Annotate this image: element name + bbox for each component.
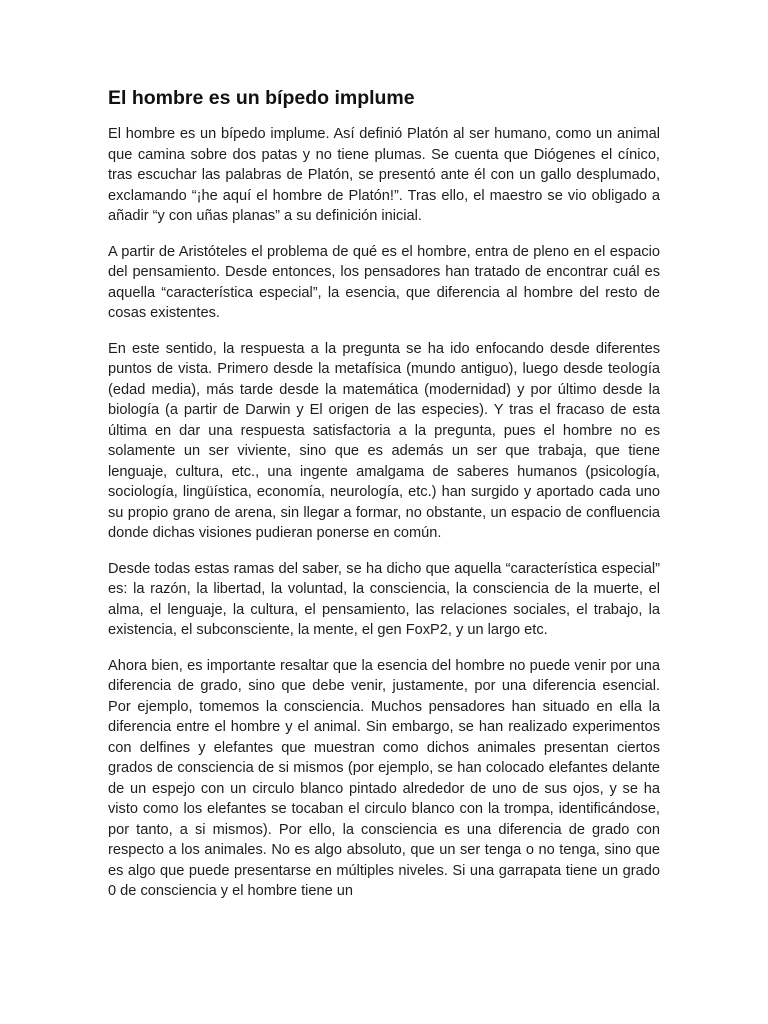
paragraph-2: A partir de Aristóteles el problema de qué es el hombre, entra de pleno en el espacio del pensamiento. Desde entonces, los pensadores han tratado de encontrar cuál es aquella “característica especial”, la esencia, que diferencia al hombre del resto de cosas existentes. — [108, 243, 660, 321]
document-page — [108, 86, 660, 899]
document-title: El hombre es un bípedo implume — [108, 87, 415, 109]
paragraph-1: El hombre es un bípedo implume. Así definió Platón al ser humano, como un animal que camina sobre dos patas y no tiene plumas. Se cuenta que Diógenes el cínico, tras escuchar las palabras de Platón, se presentó ante él con un gallo desplumado, exclamando “¡he aquí el hombre de Platón!”. Tras ello, el maestro se vio obligado a añadir “y con uñas planas” a su definición inicial. — [108, 126, 660, 224]
paragraph-3: En este sentido, la respuesta a la pregunta se ha ido enfocando desde diferentes puntos de vista. Primero desde la metafísica (mundo antiguo), luego desde teología (edad media), más tarde desde la matemática (modernidad) y por último desde la biología (a partir de Darwin y El origen de las especies). Y tras el fracaso de esta última en dar una respuesta satisfactoria a la pregunta, pues el hombre no es solamente un ser viviente, sino que es además un ser que trabaja, que tiene lenguaje, cultura, etc., una ingente amalgama de saberes humanos (psicología, sociología, lingüística, economía, neurología, etc.) han surgido y aportado cada uno su propio grano de arena, sin llegar a formar, no obstante, un espacio de confluencia donde dichas visiones pudieran ponerse en común. — [108, 340, 660, 541]
paragraph-4: Desde todas estas ramas del saber, se ha dicho que aquella “característica especial” es: la razón, la libertad, la voluntad, la consciencia, la consciencia de la muerte, el alma, el lenguaje, la cultura, el pensamiento, las relaciones sociales, el trabajo, la existencia, el subconsciente, la mente, el gen FoxP2, y un largo etc. — [108, 560, 660, 638]
paragraph-5: Ahora bien, es importante resaltar que la esencia del hombre no puede venir por una diferencia de grado, sino que debe venir, justamente, por una diferencia esencial. Por ejemplo, tomemos la consciencia. Muchos pensadores han situado en ella la diferencia entre el hombre y el animal. Sin embargo, se han realizado experimentos con delfines y elefantes que muestran como dichos animales presentan ciertos grados de consciencia de si mismos (por ejemplo, se han colocado elefantes delante de un espejo con un circulo blanco pintado alrededor de uno de sus ojos, y se ha visto como los elefantes se tocaban el circulo blanco con la trompa, identificándose, por tanto, a si mismos). Por ello, la consciencia es una diferencia de grado con respecto a los animales. No es algo absoluto, que un ser tenga o no tenga, sino que es algo que puede presentarse en múltiples niveles. Si una garrapata tiene un grado 0 de consciencia y el hombre tiene un — [108, 657, 660, 899]
